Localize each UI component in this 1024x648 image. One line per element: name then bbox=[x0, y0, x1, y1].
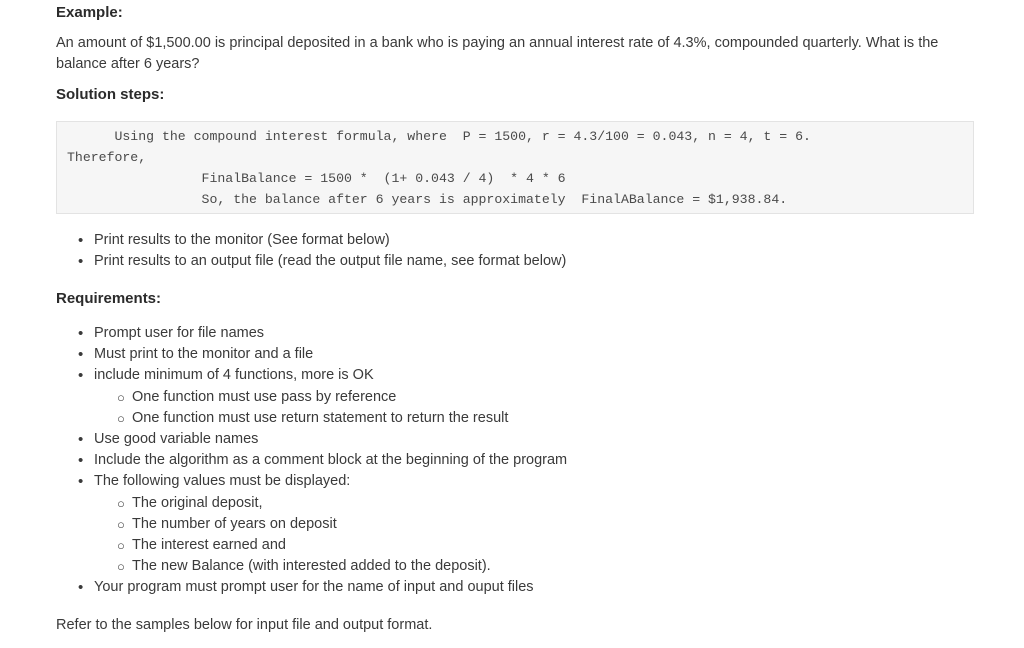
bullet-icon: • bbox=[78, 346, 84, 364]
solution-heading: Solution steps: bbox=[56, 86, 165, 103]
code-line-2: Therefore, bbox=[67, 150, 147, 165]
solution-code-block bbox=[56, 121, 974, 214]
code-line-3: FinalBalance = 1500 * (1+ 0.043 / 4) * 4 * 6 bbox=[67, 171, 566, 186]
bullet-icon: • bbox=[78, 430, 84, 448]
footer-text: Refer to the samples below for input file and output format. bbox=[56, 617, 433, 633]
circle-bullet-icon: ○ bbox=[117, 495, 125, 511]
bullet-icon: • bbox=[78, 579, 84, 597]
circle-bullet-icon: ○ bbox=[117, 516, 125, 532]
code-line-4: So, the balance after 6 years is approximately FinalABalance = $1,938.84. bbox=[67, 192, 788, 207]
circle-bullet-icon: ○ bbox=[117, 389, 125, 405]
requirements-heading: Requirements: bbox=[56, 290, 162, 307]
bullet-icon: • bbox=[78, 367, 84, 385]
bullet-icon: • bbox=[78, 452, 84, 470]
circle-bullet-icon: ○ bbox=[117, 537, 125, 553]
circle-bullet-icon: ○ bbox=[117, 410, 125, 426]
bullet-icon: • bbox=[78, 232, 84, 249]
bullet-icon: • bbox=[78, 473, 84, 491]
example-paragraph bbox=[56, 33, 966, 75]
example-line-1: An amount of $1,500.00 is principal deposited in a bank who is paying an annual interest rate of 4.3%, compounded quarterly. What is the bbox=[56, 35, 939, 51]
bullet-icon: • bbox=[78, 253, 84, 271]
example-heading: Example: bbox=[56, 4, 123, 21]
circle-bullet-icon: ○ bbox=[117, 559, 125, 575]
code-line-1: Using the compound interest formula, where P = 1500, r = 4.3/100 = 0.043, n = 4, t = 6. bbox=[67, 129, 811, 144]
example-line-2: balance after 6 years? bbox=[56, 56, 200, 72]
bullet-icon: • bbox=[78, 325, 84, 342]
